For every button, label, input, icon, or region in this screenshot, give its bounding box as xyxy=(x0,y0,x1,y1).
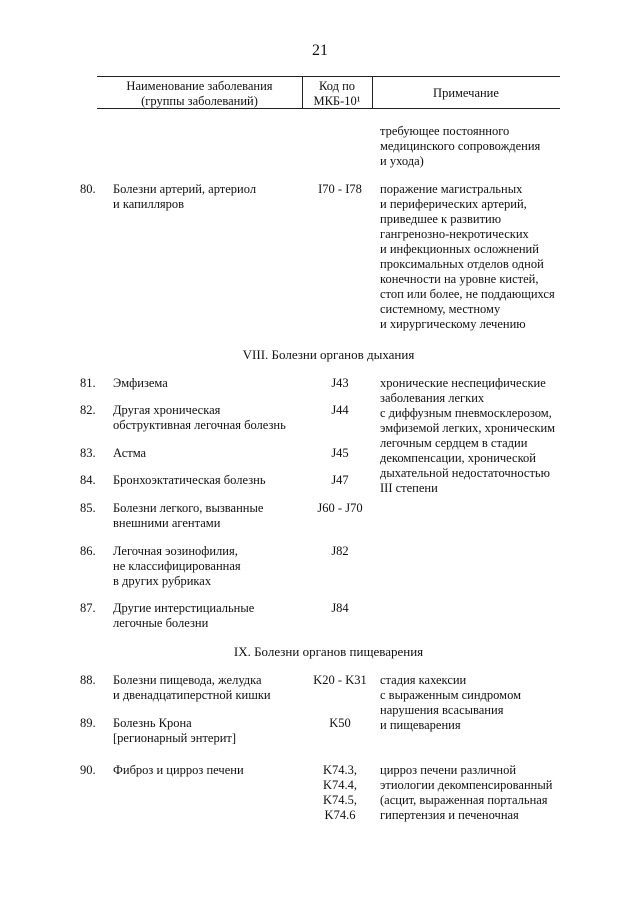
disease-name: Другая хроническая обструктивная легочная болезнь xyxy=(113,403,286,432)
group-note-digestive: стадия кахексии с выраженным синдромом нарушения всасывания и пищеварения xyxy=(380,673,521,732)
row-number: 80. xyxy=(80,182,96,196)
row-number: 90. xyxy=(80,763,96,777)
icd-code: K74.3, K74.4, K74.5, K74.6 xyxy=(322,763,358,822)
icd-code: J82 xyxy=(331,544,349,558)
section-title-digestive: IX. Болезни органов пищеварения xyxy=(233,644,424,659)
disease-name: Бронхоэктатическая болезнь xyxy=(113,473,266,487)
disease-name: Астма xyxy=(113,446,147,460)
icd-code: J60 - J70 xyxy=(317,501,363,515)
disease-name: Болезни артерий, артериол и капилляров xyxy=(113,182,257,211)
header-note: Примечание xyxy=(433,86,499,100)
row-number: 87. xyxy=(80,601,96,615)
header-disease-name: Наименование заболевания (группы заболеваний) xyxy=(126,79,273,108)
icd-code: J44 xyxy=(331,403,349,417)
row-number: 83. xyxy=(80,446,96,460)
disease-name: Болезни легкого, вызванные внешними агентами xyxy=(113,501,264,530)
disease-name: Легочная эозинофилия, не классифицированная в других рубриках xyxy=(113,544,241,588)
row-number: 89. xyxy=(80,716,96,730)
header-icd-code: Код по МКБ-10¹ xyxy=(313,79,361,108)
row-number: 81. xyxy=(80,376,96,390)
icd-code: J84 xyxy=(331,601,349,615)
group-note-respiratory: хронические неспецифические заболевания легких с диффузным пневмосклерозом, эмфиземой легких, хроническим легочным сердцем в стадии декомпенсации, хронической дыхательной недостаточностью III степени xyxy=(380,376,556,495)
icd-code: K50 xyxy=(329,716,351,730)
disease-name: Фиброз и цирроз печени xyxy=(113,763,244,777)
disease-name: Эмфизема xyxy=(113,376,168,390)
row-number: 85. xyxy=(80,501,96,515)
section-title-respiratory: VIII. Болезни органов дыхания xyxy=(242,347,415,362)
row-number: 88. xyxy=(80,673,96,687)
disease-name: Другие интерстициальные легочные болезни xyxy=(113,601,255,630)
continuation-note: требующее постоянного медицинского сопровождения и ухода) xyxy=(380,124,541,168)
row-number: 84. xyxy=(80,473,96,487)
row-note: цирроз печени различной этиологии декомпенсированный (асцит, выраженная портальная гипертензия и печеночная xyxy=(380,763,553,822)
icd-code: J43 xyxy=(331,376,349,390)
row-number: 82. xyxy=(80,403,96,417)
disease-name: Болезнь Крона [регионарный энтерит] xyxy=(113,716,237,745)
icd-code: J47 xyxy=(331,473,349,487)
icd-code: J45 xyxy=(331,446,349,460)
icd-code: K20 - K31 xyxy=(313,673,367,687)
row-number: 86. xyxy=(80,544,96,558)
icd-code: I70 - I78 xyxy=(318,182,362,196)
page-number: 21 xyxy=(312,42,328,59)
row-note: поражение магистральных и периферических артерий, приведшее к развитию гангренозно-некротических и инфекционных осложнений проксимальных отделов одной конечности на уровне кистей, стоп или более, не поддающихся системному, местному и хирургическому лечению xyxy=(380,182,555,331)
table-top-rule xyxy=(97,76,560,77)
disease-name: Болезни пищевода, желудка и двенадцатиперстной кишки xyxy=(113,673,271,702)
